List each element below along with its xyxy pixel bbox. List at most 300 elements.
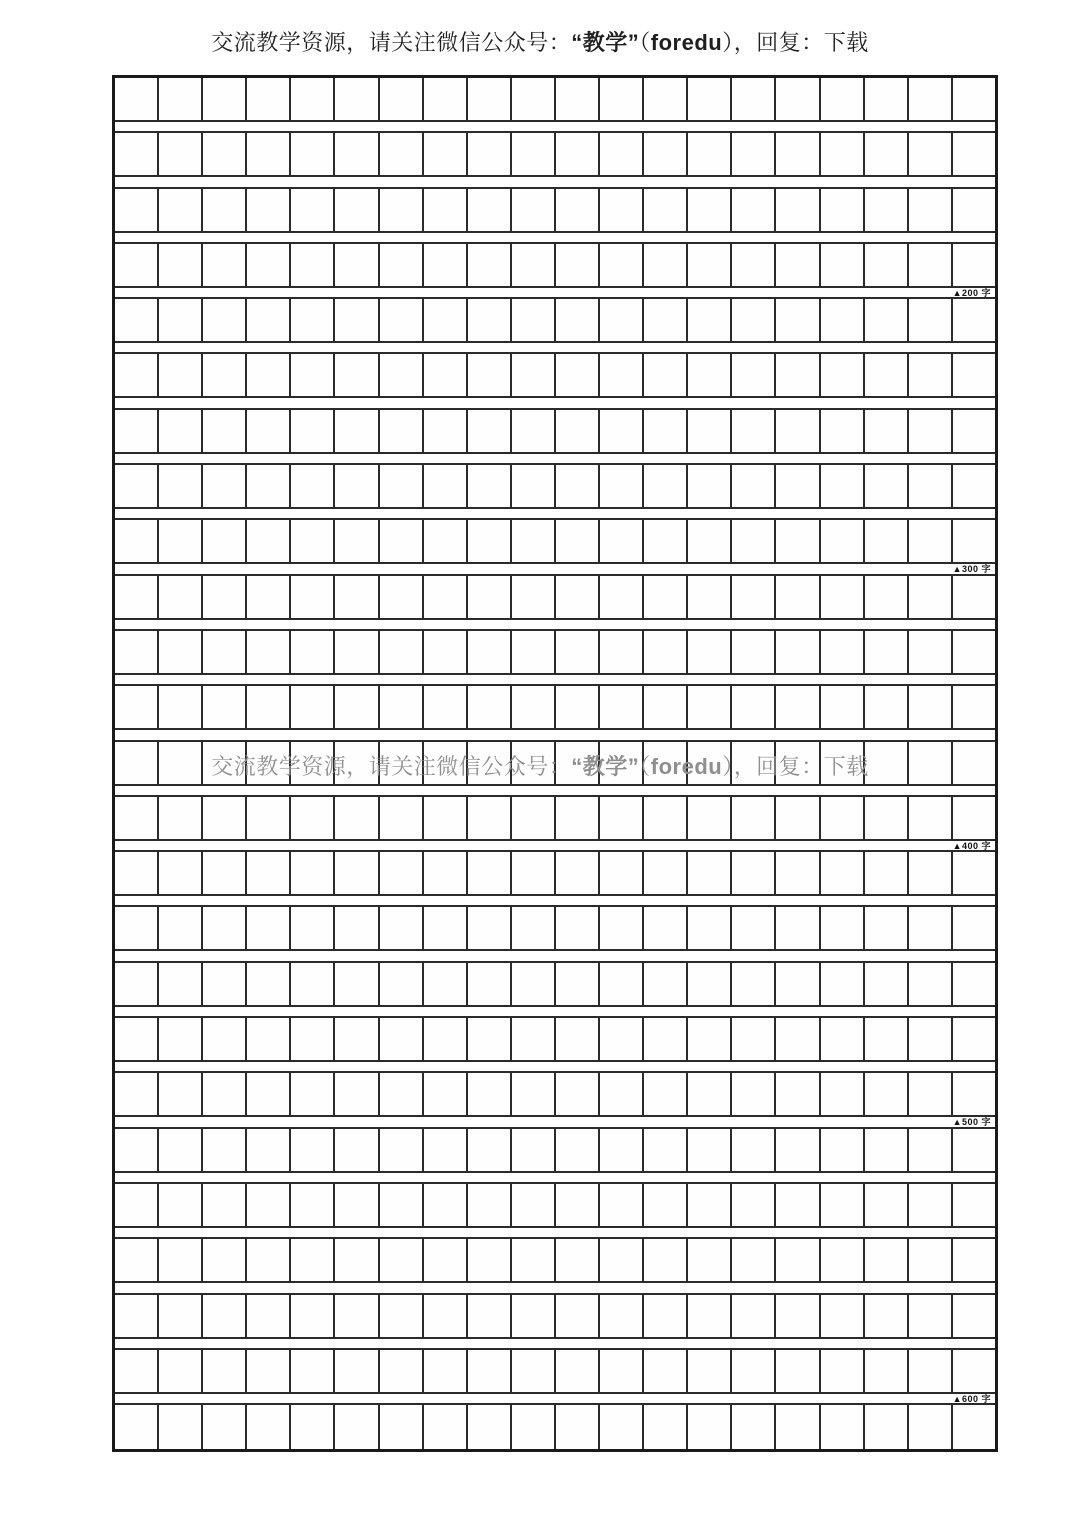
grid-cell bbox=[953, 1350, 995, 1392]
grid-cell bbox=[468, 78, 512, 120]
grid-cell bbox=[424, 1129, 468, 1171]
grid-cell bbox=[909, 576, 953, 618]
grid-cell bbox=[556, 907, 600, 949]
grid-cell bbox=[380, 1018, 424, 1060]
grid-cell bbox=[688, 1129, 732, 1171]
grid-cell bbox=[953, 78, 995, 120]
grid-cell bbox=[468, 354, 512, 396]
grid-cell bbox=[953, 686, 995, 728]
row-gap bbox=[115, 454, 995, 465]
grid-cell bbox=[380, 78, 424, 120]
grid-cell bbox=[600, 1129, 644, 1171]
grid-cell bbox=[732, 1073, 776, 1115]
grid-cell bbox=[909, 244, 953, 286]
grid-row bbox=[115, 78, 995, 122]
grid-cell bbox=[909, 133, 953, 175]
grid-cell bbox=[159, 1073, 203, 1115]
grid-cell bbox=[821, 1073, 865, 1115]
grid-cell bbox=[159, 907, 203, 949]
grid-cell bbox=[159, 410, 203, 452]
grid-cell bbox=[688, 299, 732, 341]
grid-cell bbox=[291, 299, 335, 341]
grid-cell bbox=[468, 133, 512, 175]
grid-cell bbox=[600, 465, 644, 507]
grid-cell bbox=[424, 1405, 468, 1449]
grid-cell bbox=[512, 1350, 556, 1392]
grid-cell bbox=[380, 631, 424, 673]
grid-cell bbox=[953, 189, 995, 231]
row-gap bbox=[115, 233, 995, 244]
grid-cell bbox=[247, 576, 291, 618]
grid-cell bbox=[909, 1350, 953, 1392]
grid-cell bbox=[512, 354, 556, 396]
grid-cell bbox=[468, 465, 512, 507]
grid-cell bbox=[556, 1018, 600, 1060]
grid-cell bbox=[556, 1350, 600, 1392]
grid-cell bbox=[865, 797, 909, 839]
grid-cell bbox=[335, 1073, 379, 1115]
grid-row bbox=[115, 1073, 995, 1117]
grid-cell bbox=[203, 78, 247, 120]
grid-row bbox=[115, 410, 995, 454]
grid-cell bbox=[600, 797, 644, 839]
grid-cell bbox=[291, 520, 335, 562]
grid-cell bbox=[909, 354, 953, 396]
grid-cell bbox=[732, 1129, 776, 1171]
grid-cell bbox=[688, 1295, 732, 1337]
grid-cell bbox=[335, 797, 379, 839]
grid-cell bbox=[247, 354, 291, 396]
grid-cell bbox=[776, 852, 820, 894]
grid-cell bbox=[732, 1184, 776, 1226]
grid-cell bbox=[688, 686, 732, 728]
grid-cell bbox=[203, 852, 247, 894]
grid-cell bbox=[688, 78, 732, 120]
grid-cell bbox=[203, 244, 247, 286]
grid-cell bbox=[380, 1129, 424, 1171]
grid-cell bbox=[115, 1405, 159, 1449]
grid-cell bbox=[512, 576, 556, 618]
grid-cell bbox=[865, 631, 909, 673]
grid-cell bbox=[732, 852, 776, 894]
grid-cell bbox=[644, 244, 688, 286]
grid-cell bbox=[688, 1073, 732, 1115]
grid-cell bbox=[159, 797, 203, 839]
grid-cell bbox=[115, 354, 159, 396]
grid-cell bbox=[556, 520, 600, 562]
row-gap bbox=[115, 1117, 995, 1128]
grid-cell bbox=[909, 299, 953, 341]
grid-cell bbox=[732, 354, 776, 396]
grid-cell bbox=[468, 797, 512, 839]
grid-cell bbox=[556, 797, 600, 839]
grid-cell bbox=[556, 354, 600, 396]
grid-cell bbox=[953, 1073, 995, 1115]
grid-cell bbox=[335, 963, 379, 1005]
grid-cell bbox=[203, 576, 247, 618]
grid-cell bbox=[335, 465, 379, 507]
grid-cell bbox=[247, 1239, 291, 1281]
grid-cell bbox=[247, 410, 291, 452]
grid-cell bbox=[203, 963, 247, 1005]
grid-cell bbox=[203, 631, 247, 673]
grid-cell bbox=[424, 78, 468, 120]
grid-cell bbox=[291, 1184, 335, 1226]
grid-cell bbox=[291, 465, 335, 507]
grid-cell bbox=[909, 465, 953, 507]
grid-cell bbox=[291, 1129, 335, 1171]
grid-cell bbox=[380, 244, 424, 286]
grid-row bbox=[115, 1295, 995, 1339]
row-gap bbox=[115, 1339, 995, 1350]
grid-cell bbox=[380, 963, 424, 1005]
grid-cell bbox=[247, 1018, 291, 1060]
grid-cell bbox=[865, 963, 909, 1005]
grid-cell bbox=[644, 576, 688, 618]
grid-cell bbox=[600, 576, 644, 618]
row-gap bbox=[115, 177, 995, 188]
grid-cell bbox=[821, 686, 865, 728]
grid-cell bbox=[953, 631, 995, 673]
grid-cell bbox=[776, 1073, 820, 1115]
grid-row bbox=[115, 1018, 995, 1062]
row-gap bbox=[115, 1228, 995, 1239]
grid-cell bbox=[380, 354, 424, 396]
grid-cell bbox=[556, 1295, 600, 1337]
grid-cell bbox=[776, 631, 820, 673]
grid-cell bbox=[424, 1239, 468, 1281]
grid-cell bbox=[424, 797, 468, 839]
grid-cell bbox=[776, 1239, 820, 1281]
grid-cell bbox=[512, 852, 556, 894]
grid-cell bbox=[335, 1184, 379, 1226]
grid-cell bbox=[335, 576, 379, 618]
grid-cell bbox=[732, 797, 776, 839]
grid-cell bbox=[688, 852, 732, 894]
grid-cell bbox=[776, 686, 820, 728]
grid-cell bbox=[821, 465, 865, 507]
grid-cell bbox=[600, 299, 644, 341]
grid-cell bbox=[821, 1184, 865, 1226]
grid-cell bbox=[115, 465, 159, 507]
grid-cell bbox=[909, 631, 953, 673]
grid-cell bbox=[512, 189, 556, 231]
grid-cell bbox=[732, 686, 776, 728]
grid-cell bbox=[424, 520, 468, 562]
grid-cell bbox=[821, 354, 865, 396]
grid-cell bbox=[291, 1350, 335, 1392]
grid-cell bbox=[424, 631, 468, 673]
grid-cell bbox=[909, 1073, 953, 1115]
grid-cell bbox=[688, 133, 732, 175]
grid-cell bbox=[380, 1295, 424, 1337]
grid-cell bbox=[644, 852, 688, 894]
grid-cell bbox=[644, 963, 688, 1005]
grid-cell bbox=[821, 78, 865, 120]
grid-cell bbox=[600, 133, 644, 175]
grid-row bbox=[115, 465, 995, 509]
grid-cell bbox=[600, 244, 644, 286]
grid-row bbox=[115, 189, 995, 233]
grid-row bbox=[115, 686, 995, 730]
grid-cell bbox=[512, 963, 556, 1005]
grid-cell bbox=[821, 410, 865, 452]
grid-cell bbox=[600, 852, 644, 894]
grid-cell bbox=[512, 520, 556, 562]
grid-cell bbox=[159, 963, 203, 1005]
grid-cell bbox=[512, 1073, 556, 1115]
grid-cell bbox=[644, 686, 688, 728]
grid-cell bbox=[953, 520, 995, 562]
grid-cell bbox=[203, 1018, 247, 1060]
grid-cell bbox=[953, 410, 995, 452]
grid-cell bbox=[865, 1073, 909, 1115]
grid-cell bbox=[909, 189, 953, 231]
grid-cell bbox=[512, 299, 556, 341]
grid-cell bbox=[424, 1073, 468, 1115]
grid-cell bbox=[644, 797, 688, 839]
grid-cell bbox=[247, 907, 291, 949]
grid-cell bbox=[865, 852, 909, 894]
grid-cell bbox=[468, 631, 512, 673]
grid-cell bbox=[291, 1018, 335, 1060]
grid-cell bbox=[468, 907, 512, 949]
grid-cell bbox=[644, 354, 688, 396]
grid-cell bbox=[424, 299, 468, 341]
grid-cell bbox=[424, 686, 468, 728]
grid-row bbox=[115, 1350, 995, 1394]
grid-cell bbox=[600, 1073, 644, 1115]
grid-cell bbox=[953, 576, 995, 618]
grid-cell bbox=[468, 1295, 512, 1337]
grid-cell bbox=[732, 520, 776, 562]
grid-cell bbox=[115, 1295, 159, 1337]
grid-cell bbox=[203, 133, 247, 175]
grid-cell bbox=[291, 189, 335, 231]
grid-cell bbox=[159, 189, 203, 231]
grid-cell bbox=[776, 1295, 820, 1337]
grid-cell bbox=[203, 1405, 247, 1449]
grid-cell bbox=[335, 299, 379, 341]
grid-cell bbox=[865, 1018, 909, 1060]
grid-cell bbox=[732, 963, 776, 1005]
grid-cell bbox=[865, 1295, 909, 1337]
grid-cell bbox=[115, 1073, 159, 1115]
grid-cell bbox=[380, 686, 424, 728]
grid-cell bbox=[600, 1239, 644, 1281]
grid-cell bbox=[865, 465, 909, 507]
grid-cell bbox=[821, 1129, 865, 1171]
grid-cell bbox=[556, 1129, 600, 1171]
grid-cell bbox=[821, 1295, 865, 1337]
grid-cell bbox=[644, 1073, 688, 1115]
grid-cell bbox=[380, 797, 424, 839]
watermark-notice bbox=[0, 750, 1080, 781]
grid-cell bbox=[644, 465, 688, 507]
grid-cell bbox=[247, 1350, 291, 1392]
grid-cell bbox=[512, 1239, 556, 1281]
watermark-account: foredu bbox=[650, 754, 723, 779]
grid-cell bbox=[115, 797, 159, 839]
grid-cell bbox=[644, 1184, 688, 1226]
grid-cell bbox=[291, 1295, 335, 1337]
grid-cell bbox=[203, 465, 247, 507]
grid-cell bbox=[776, 1184, 820, 1226]
grid-cell bbox=[159, 1239, 203, 1281]
grid-cell bbox=[380, 1073, 424, 1115]
grid-cell bbox=[247, 78, 291, 120]
grid-cell bbox=[688, 963, 732, 1005]
grid-cell bbox=[335, 1405, 379, 1449]
grid-cell bbox=[600, 354, 644, 396]
watermark-open-paren: （ bbox=[639, 754, 651, 779]
grid-cell bbox=[203, 1073, 247, 1115]
grid-row bbox=[115, 631, 995, 675]
grid-cell bbox=[556, 465, 600, 507]
grid-cell bbox=[159, 1184, 203, 1226]
grid-cell bbox=[291, 797, 335, 839]
grid-cell bbox=[732, 244, 776, 286]
grid-cell bbox=[732, 1350, 776, 1392]
grid-cell bbox=[115, 1239, 159, 1281]
grid-cell bbox=[644, 907, 688, 949]
grid-cell bbox=[424, 354, 468, 396]
grid-cell bbox=[600, 1350, 644, 1392]
grid-cell bbox=[159, 686, 203, 728]
row-gap bbox=[115, 1062, 995, 1073]
grid-cell bbox=[468, 1073, 512, 1115]
grid-cell bbox=[865, 686, 909, 728]
grid-cell bbox=[247, 189, 291, 231]
grid-cell bbox=[159, 465, 203, 507]
grid-cell bbox=[468, 1239, 512, 1281]
grid-cell bbox=[953, 354, 995, 396]
grid-cell bbox=[644, 1350, 688, 1392]
word-count-marker: ▲400 字 bbox=[952, 840, 991, 851]
grid-cell bbox=[644, 520, 688, 562]
grid-cell bbox=[688, 631, 732, 673]
grid-cell bbox=[424, 465, 468, 507]
grid-cell bbox=[203, 797, 247, 839]
grid-cell bbox=[556, 963, 600, 1005]
grid-row bbox=[115, 1184, 995, 1228]
row-gap bbox=[115, 122, 995, 133]
grid-cell bbox=[644, 1129, 688, 1171]
grid-cell bbox=[159, 1295, 203, 1337]
grid-cell bbox=[380, 1350, 424, 1392]
grid-cell bbox=[247, 631, 291, 673]
grid-cell bbox=[776, 244, 820, 286]
grid-cell bbox=[953, 133, 995, 175]
grid-cell bbox=[203, 1184, 247, 1226]
grid-cell bbox=[468, 963, 512, 1005]
row-gap bbox=[115, 896, 995, 907]
grid-cell bbox=[776, 465, 820, 507]
grid-cell bbox=[556, 631, 600, 673]
grid-cell bbox=[865, 1239, 909, 1281]
grid-cell bbox=[909, 686, 953, 728]
grid-cell bbox=[644, 299, 688, 341]
grid-cell bbox=[776, 1350, 820, 1392]
grid-cell bbox=[688, 1239, 732, 1281]
grid-cell bbox=[335, 852, 379, 894]
grid-cell bbox=[865, 907, 909, 949]
row-gap bbox=[115, 1173, 995, 1184]
grid-cell bbox=[821, 1350, 865, 1392]
notice-prefix: 交流教学资源，请关注微信公众号： bbox=[211, 30, 572, 55]
grid-cell bbox=[688, 1350, 732, 1392]
grid-cell bbox=[115, 1129, 159, 1171]
grid-cell bbox=[732, 1295, 776, 1337]
grid-cell bbox=[556, 133, 600, 175]
grid-cell bbox=[335, 244, 379, 286]
grid-cell bbox=[909, 1129, 953, 1171]
grid-cell bbox=[688, 410, 732, 452]
grid-cell bbox=[291, 686, 335, 728]
grid-cell bbox=[512, 410, 556, 452]
grid-cell bbox=[732, 907, 776, 949]
grid-cell bbox=[115, 78, 159, 120]
grid-row bbox=[115, 797, 995, 841]
grid-cell bbox=[335, 1350, 379, 1392]
grid-cell bbox=[953, 852, 995, 894]
grid-cell bbox=[909, 1239, 953, 1281]
grid-cell bbox=[115, 686, 159, 728]
grid-cell bbox=[909, 1018, 953, 1060]
grid-cell bbox=[380, 1405, 424, 1449]
grid-cell bbox=[600, 78, 644, 120]
grid-cell bbox=[953, 797, 995, 839]
grid-cell bbox=[556, 1239, 600, 1281]
grid-cell bbox=[335, 1239, 379, 1281]
grid-cell bbox=[512, 797, 556, 839]
grid-cell bbox=[865, 78, 909, 120]
grid-cell bbox=[556, 189, 600, 231]
grid-cell bbox=[380, 520, 424, 562]
grid-cell bbox=[909, 78, 953, 120]
grid-cell bbox=[865, 1184, 909, 1226]
grid-cell bbox=[732, 631, 776, 673]
grid-cell bbox=[953, 1018, 995, 1060]
grid-cell bbox=[821, 1405, 865, 1449]
grid-cell bbox=[732, 189, 776, 231]
grid-cell bbox=[865, 410, 909, 452]
word-count-marker: ▲300 字 bbox=[952, 564, 991, 575]
grid-cell bbox=[776, 576, 820, 618]
grid-cell bbox=[291, 78, 335, 120]
grid-cell bbox=[909, 1184, 953, 1226]
grid-cell bbox=[909, 1295, 953, 1337]
grid-cell bbox=[335, 410, 379, 452]
grid-cell bbox=[600, 686, 644, 728]
grid-cell bbox=[732, 133, 776, 175]
grid-cell bbox=[203, 1295, 247, 1337]
grid-cell bbox=[600, 963, 644, 1005]
grid-row bbox=[115, 907, 995, 951]
grid-cell bbox=[600, 520, 644, 562]
grid-cell bbox=[909, 410, 953, 452]
grid-cell bbox=[380, 133, 424, 175]
grid-cell bbox=[203, 299, 247, 341]
grid-cell bbox=[468, 244, 512, 286]
grid-cell bbox=[953, 299, 995, 341]
grid-cell bbox=[424, 852, 468, 894]
grid-cell bbox=[424, 1295, 468, 1337]
grid-cell bbox=[865, 1405, 909, 1449]
grid-cell bbox=[953, 907, 995, 949]
grid-cell bbox=[247, 797, 291, 839]
grid-cell bbox=[115, 189, 159, 231]
